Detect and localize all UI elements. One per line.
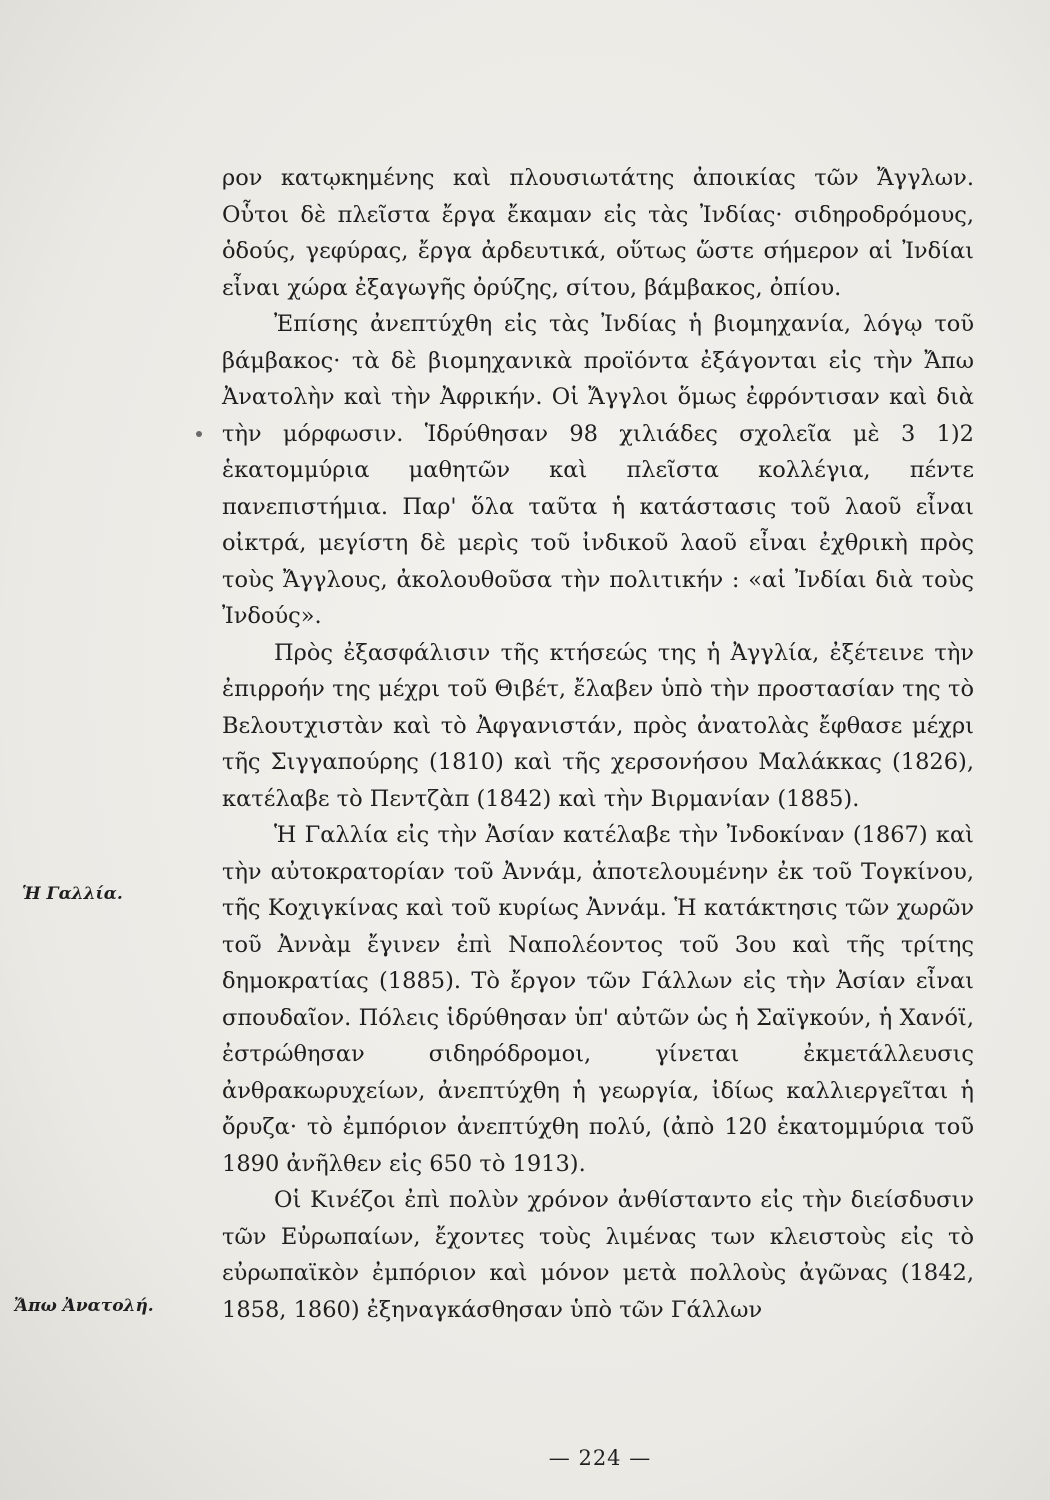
page-number: — 224 — [548,1446,652,1470]
paragraph-far-east: Οἱ Κινέζοι ἐπὶ πολὺν χρόνον ἀνθίσταντο εἰς τὴν διείσδυσιν τῶν Εὐρωπαίων, ἔχοντες τοὺς λιμένας των κλειστοὺς εἰς τὸ εὐρωπαϊκὸν ἐμπόριον καὶ μόνον μετὰ πολλοὺς ἀγῶνας (1842, 1858, 1860) ἐξηναγκάσθησαν ὑπὸ τῶν Γάλλων [222,1187,974,1323]
margin-note-gallia: Ἡ Γαλλία. [22,884,123,904]
margin-note-apo-anatoli: Ἄπω Ἀνατολή. [14,1296,154,1316]
body-text [222,160,974,1328]
paragraph-england-expansion: Πρὸς ἐξασφάλισιν τῆς κτήσεώς της ἡ Ἀγγλία, ἐξέτεινε τὴν ἐπιρροήν της μέχρι τοῦ Θιβέτ, ἔλαβεν ὑπὸ τὴν προστασίαν της τὸ Βελουτχιστὰν καὶ τὸ Ἀφγανιστάν, πρὸς ἀνατολὰς ἔφθασε μέχρι τῆς Σιγγαπούρης (1810) καὶ τῆς χερσονήσου Μαλάκκας (1826), κατέλαβε τὸ Πεντζὰπ (1842) καὶ τὴν Βιρμανίαν (1885). [222,639,974,812]
paragraph-india-intro: ρον κατῳκημένης καὶ πλουσιωτάτης ἀποικίας τῶν Ἄγγλων. Οὗτοι δὲ πλεῖστα ἔργα ἔκαμαν εἰς τὰς Ἰνδίας· σιδηροδρόμους, ὁδούς, γεφύρας, ἔργα ἀρδευτικά, οὕτως ὥστε σήμερον αἱ Ἰνδίαι εἶναι χώρα ἐξαγωγῆς ὀρύζης, σίτου, βάμβακος, ὀπίου. [222,165,974,301]
ink-speck [196,431,202,437]
paragraph-india-industry: Ἐπίσης ἀνεπτύχθη εἰς τὰς Ἰνδίας ἡ βιομηχανία, λόγῳ τοῦ βάμβακος· τὰ δὲ βιομηχανικὰ προϊόντα ἐξάγονται εἰς τὴν Ἄπω Ἀνατολὴν καὶ τὴν Ἀφρικήν. Οἱ Ἄγγλοι ὅμως ἐφρόντισαν καὶ διὰ τὴν μόρφωσιν. Ἱδρύθησαν 98 χιλιάδες σχολεῖα μὲ 3 1)2 ἑκατομμύρια μαθητῶν καὶ πλεῖστα κολλέγια, πέντε πανεπιστήμια. Παρ' ὅλα ταῦτα ἡ κατάστασις τοῦ λαοῦ εἶναι οἰκτρά, μεγίστη δὲ μερὶς τοῦ ἰνδικοῦ λαοῦ εἶναι ἐχθρικὴ πρὸς τοὺς Ἄγγλους, ἀκολουθοῦσα τὴν πολιτικήν : «αἱ Ἰνδίαι διὰ τοὺς Ἰνδούς». [222,311,974,629]
paragraph-france-asia: Ἡ Γαλλία εἰς τὴν Ἀσίαν κατέλαβε τὴν Ἰνδοκίναν (1867) καὶ τὴν αὐτοκρατορίαν τοῦ Ἀννάμ, ἀποτελουμένην ἐκ τοῦ Τογκίνου, τῆς Κοχιγκίνας καὶ τοῦ κυρίως Ἀννάμ. Ἡ κατάκτησις τῶν χωρῶν τοῦ Ἀννὰμ ἔγινεν ἐπὶ Ναπολέοντος τοῦ 3ου καὶ τῆς τρίτης δημοκρατίας (1885). Τὸ ἔργον τῶν Γάλλων εἰς τὴν Ἀσίαν εἶναι σπουδαῖον. Πόλεις ἱδρύθησαν ὑπ' αὐτῶν ὡς ἡ Σαϊγκούν, ἡ Χανόϊ, ἐστρώθησαν σιδηρόδρομοι, γίνεται ἐκμετάλλευσις ἀνθρακωρυχείων, ἀνεπτύχθη ἡ γεωργία, ἰδίως καλλιεργεῖται ἡ ὄρυζα· τὸ ἐμπόριον ἀνεπτύχθη πολύ, (ἀπὸ 120 ἑκατομμύρια τοῦ 1890 ἀνῆλθεν εἰς 650 τὸ 1913). [222,822,974,1177]
